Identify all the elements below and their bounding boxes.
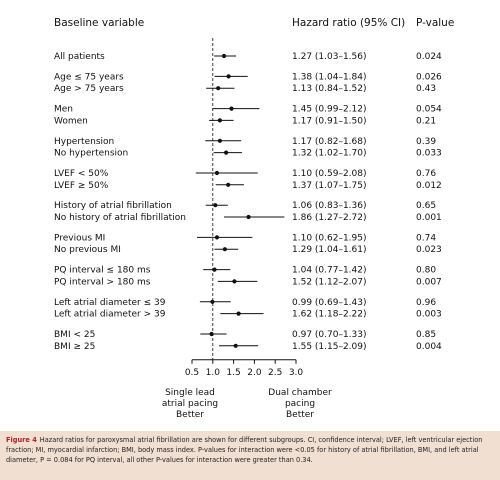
row-hazard-ratio: 1.10 (0.59–2.08) bbox=[292, 169, 367, 179]
row-label: LVEF ≥ 50% bbox=[54, 180, 109, 191]
row-p-value: 0.024 bbox=[416, 52, 442, 62]
left-favour-label: atrial pacing bbox=[161, 398, 219, 409]
point-estimate bbox=[215, 171, 219, 175]
row-hazard-ratio: 1.27 (1.03–1.56) bbox=[292, 52, 367, 62]
row-p-value: 0.39 bbox=[416, 136, 437, 147]
row-label: History of atrial fibrillation bbox=[54, 201, 172, 212]
row-label: All patients bbox=[54, 52, 105, 62]
row-label: Women bbox=[54, 116, 88, 127]
caption-label: Figure 4 bbox=[6, 436, 37, 444]
point-estimate bbox=[229, 107, 233, 111]
row-hazard-ratio: 1.62 (1.18–2.22) bbox=[292, 309, 367, 320]
x-axis bbox=[185, 360, 304, 378]
point-estimate bbox=[216, 86, 220, 90]
row-hazard-ratio: 0.97 (0.70–1.33) bbox=[292, 330, 367, 340]
x-tick-label: 1.5 bbox=[226, 367, 241, 378]
row-hazard-ratio: 1.38 (1.04–1.84) bbox=[292, 72, 367, 83]
row-label: BMI ≥ 25 bbox=[54, 341, 96, 352]
point-estimate bbox=[224, 151, 228, 155]
row-hazard-ratio: 1.13 (0.84–1.52) bbox=[292, 84, 367, 95]
point-estimate bbox=[234, 344, 238, 348]
row-hazard-ratio: 1.04 (0.77–1.42) bbox=[292, 265, 367, 276]
point-estimate bbox=[246, 215, 250, 219]
row-p-value: 0.76 bbox=[416, 169, 437, 179]
row-label: PQ interval > 180 ms bbox=[54, 277, 151, 288]
row-label: Left atrial diameter > 39 bbox=[54, 309, 166, 320]
point-estimate bbox=[213, 203, 217, 207]
row-p-value: 0.65 bbox=[416, 201, 437, 212]
row-p-value: 0.96 bbox=[416, 297, 437, 308]
row-label: Hypertension bbox=[54, 136, 115, 147]
row-p-value: 0.004 bbox=[416, 341, 442, 352]
header-p-value: P-value bbox=[416, 17, 455, 29]
row-p-value: 0.80 bbox=[416, 265, 437, 276]
point-estimate bbox=[227, 74, 231, 78]
row-hazard-ratio: 1.86 (1.27–2.72) bbox=[292, 213, 367, 223]
x-tick-label: 1.0 bbox=[205, 367, 220, 378]
row-hazard-ratio: 1.52 (1.12–2.07) bbox=[292, 277, 367, 288]
row-p-value: 0.023 bbox=[416, 245, 442, 256]
row-p-value: 0.003 bbox=[416, 309, 442, 320]
header-hazard-ratio: Hazard ratio (95% CI) bbox=[292, 17, 406, 29]
row-p-value: 0.007 bbox=[416, 277, 442, 288]
row-hazard-ratio: 1.29 (1.04–1.61) bbox=[292, 245, 367, 256]
point-estimate bbox=[223, 247, 227, 251]
row-label: LVEF < 50% bbox=[54, 169, 109, 179]
row-hazard-ratio: 1.17 (0.91–1.50) bbox=[292, 116, 367, 127]
favour-labels bbox=[162, 388, 332, 420]
row-p-value: 0.43 bbox=[416, 84, 437, 95]
row-label: Age > 75 years bbox=[54, 84, 124, 95]
x-tick-label: 0.5 bbox=[184, 367, 200, 378]
row-label: Men bbox=[54, 104, 74, 115]
row-p-value: 0.026 bbox=[416, 72, 442, 83]
point-estimate bbox=[218, 139, 222, 143]
row-p-value: 0.85 bbox=[416, 330, 437, 340]
row-p-value: 0.74 bbox=[416, 233, 437, 244]
right-favour-label: pacing bbox=[284, 398, 316, 409]
point-estimate bbox=[210, 300, 214, 304]
row-hazard-ratio: 1.45 (0.99–2.12) bbox=[292, 104, 367, 115]
row-label: PQ interval ≤ 180 ms bbox=[54, 265, 151, 276]
row-hazard-ratio: 1.55 (1.15–2.09) bbox=[292, 341, 367, 352]
row-hazard-ratio: 1.17 (0.82–1.68) bbox=[292, 136, 367, 147]
row-hazard-ratio: 1.37 (1.07–1.75) bbox=[292, 180, 367, 191]
point-estimate bbox=[232, 279, 236, 283]
point-estimate bbox=[215, 235, 219, 239]
row-label: Left atrial diameter ≤ 39 bbox=[54, 297, 166, 308]
caption-text: Hazard ratios for paroxysmal atrial fibrillation are shown for different subgroups. CI, confidence interval; LVEF, left ventricular ejection fraction; MI, myocardial infarction; BMI, body mass index. P-values for interaction were <0.05 for history of atrial fibrillation, BMI, and left atrial diameter, P = 0.084 for PQ interval, all other P-values for interaction were greater than 0.34. bbox=[6, 436, 483, 464]
right-favour-label: Dual chamber bbox=[268, 387, 332, 398]
x-tick-label: 2.0 bbox=[247, 367, 262, 378]
row-p-value: 0.012 bbox=[416, 180, 442, 191]
figure-caption bbox=[0, 431, 500, 480]
row-p-value: 0.033 bbox=[416, 148, 442, 159]
row-label: Age ≤ 75 years bbox=[54, 72, 124, 83]
right-favour-label: Better bbox=[285, 409, 315, 420]
x-tick-label: 2.5 bbox=[268, 367, 283, 378]
row-label: No hypertension bbox=[54, 148, 129, 159]
point-estimate bbox=[226, 183, 230, 187]
row-p-value: 0.054 bbox=[416, 104, 442, 115]
row-label: No previous MI bbox=[54, 245, 121, 256]
point-estimate bbox=[236, 312, 240, 316]
row-label: BMI < 25 bbox=[54, 330, 96, 340]
row-hazard-ratio: 1.06 (0.83–1.36) bbox=[292, 201, 367, 212]
point-estimate bbox=[218, 118, 222, 122]
row-hazard-ratio: 1.10 (0.62–1.95) bbox=[292, 233, 367, 244]
rows-layer bbox=[54, 38, 442, 360]
header-baseline-variable: Baseline variable bbox=[54, 17, 145, 29]
row-p-value: 0.001 bbox=[416, 213, 442, 223]
left-favour-label: Single lead bbox=[165, 387, 215, 398]
left-favour-label: Better bbox=[175, 409, 205, 420]
row-p-value: 0.21 bbox=[416, 116, 437, 127]
row-hazard-ratio: 1.32 (1.02–1.70) bbox=[292, 148, 367, 159]
x-tick-label: 3.0 bbox=[288, 367, 304, 378]
row-hazard-ratio: 0.99 (0.69–1.43) bbox=[292, 297, 367, 308]
row-label: No history of atrial fibrillation bbox=[54, 213, 186, 223]
point-estimate bbox=[222, 54, 226, 58]
row-label: Previous MI bbox=[54, 233, 106, 244]
